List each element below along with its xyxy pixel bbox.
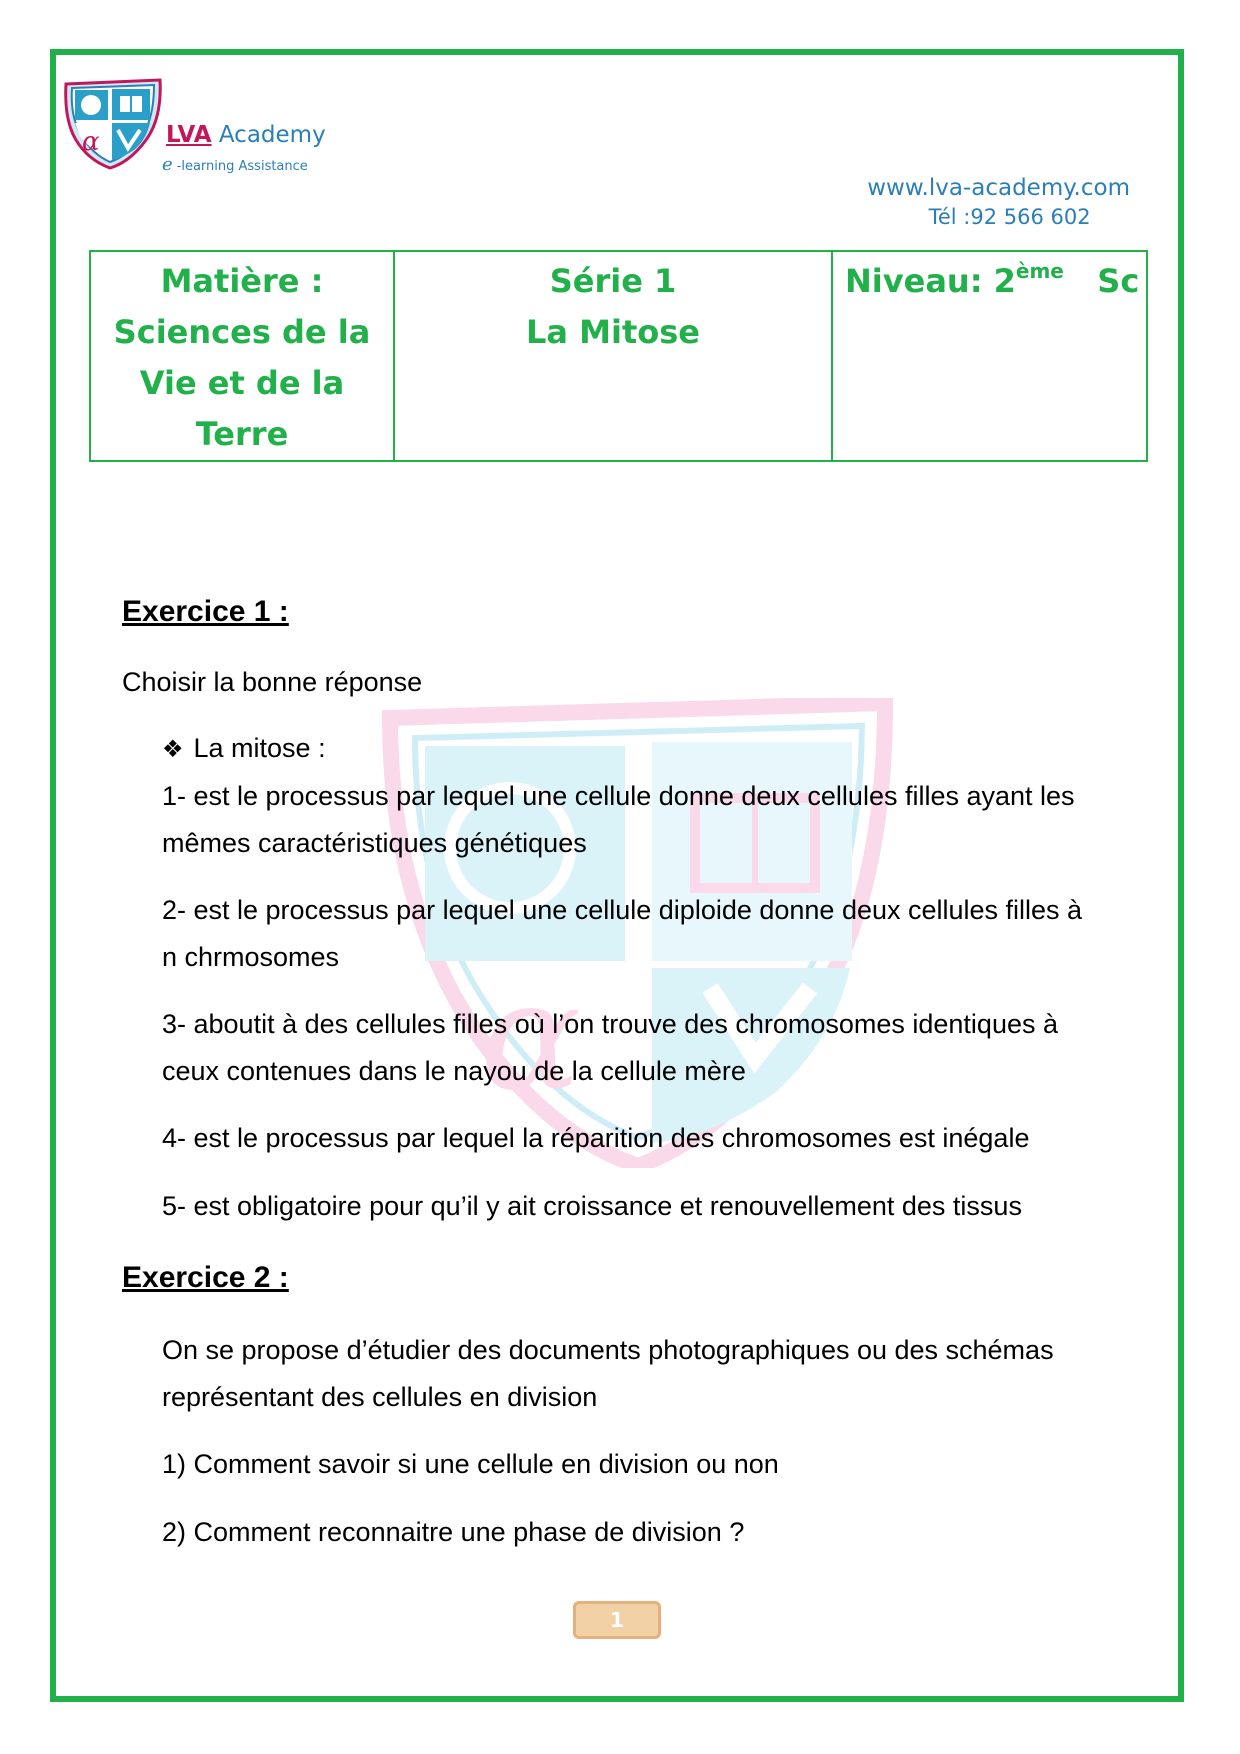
exercise-2-intro-line-2: représentant des cellules en division [162,1382,598,1412]
brand-lva: LVA [166,122,212,148]
option-3-line-1: 3- aboutit à des cellules filles où l’on trouve des chromosomes identiques à [162,1009,1058,1039]
subject-line-2: Sciences de la [113,313,371,351]
svg-text:α: α [82,127,100,157]
option-4: 4- est le processus par lequel la réparition des chromosomes est inégale [162,1123,1030,1153]
website-link[interactable]: www.lva-academy.com [867,175,1130,201]
page-number: 1 [573,1601,661,1639]
phone-number: Tél :92 566 602 [928,205,1091,229]
subject-line-3: Vie et de la [139,364,345,402]
level-sup: ème [1015,259,1064,283]
exercise-1-question [162,731,326,767]
tagline-text: -learning Assistance [176,159,308,174]
exercise-2-title: Exercice 2 : [122,1261,289,1294]
exercise-2-intro-line-1: On se propose d’étudier des documents photographiques ou des schémas [162,1335,1054,1365]
exercise-2-question-1: 1) Comment savoir si une cellule en division ou non [162,1449,779,1479]
exercise-2-question-2: 2) Comment reconnaitre une phase de division ? [162,1517,745,1547]
diamond-bullet-icon: ❖ [162,736,184,763]
option-2-line-2: n chrmosomes [162,942,340,972]
option-1-line-1: 1- est le processus par lequel une cellule donne deux cellules filles ayant les [162,781,1075,811]
svg-text:α: α [480,950,582,1124]
option-1-line-2: mêmes caractéristiques génétiques [162,828,587,858]
exercise-1-title: Exercice 1 : [122,595,289,628]
level-prefix: Niveau: 2 [845,262,1016,300]
subject-line-4: Terre [195,415,289,453]
level-suffix: Sc [1097,262,1140,300]
topic-title: La Mitose [526,313,700,351]
option-5: 5- est obligatoire pour qu’il y ait croissance et renouvellement des tissus [162,1191,1022,1221]
series-title: Série 1 [549,262,677,300]
question-text: La mitose : [193,733,326,763]
subject-line-1: Matière : [160,262,324,300]
tagline-e: e [162,154,173,175]
exercise-1-instruction: Choisir la bonne réponse [122,667,423,697]
brand-academy: Academy [218,122,326,148]
option-2-line-1: 2- est le processus par lequel une cellule diploide donne deux cellules filles à [162,895,1083,925]
option-3-line-2: ceux contenues dans le nayou de la cellule mère [162,1056,746,1086]
